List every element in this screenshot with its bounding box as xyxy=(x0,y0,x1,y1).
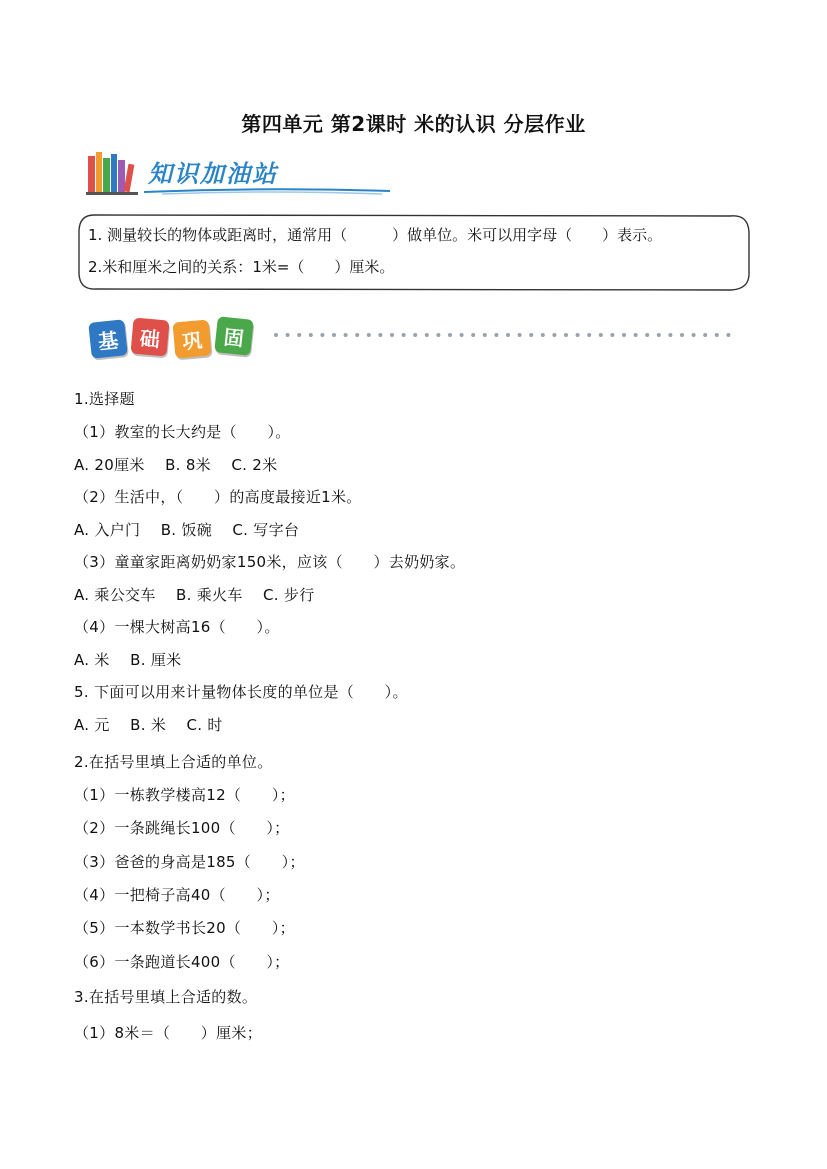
divider-dot xyxy=(657,333,661,337)
divider-dot xyxy=(378,333,382,337)
divider-dot xyxy=(715,333,719,337)
options-line: A. 20厘米 B. 8米 C. 2米 xyxy=(74,456,278,474)
banner-tile: 基 xyxy=(88,319,128,359)
question-line: （6）一条跑道长400（ ）； xyxy=(74,953,290,971)
question-line: 5. 下面可以用来计量物体长度的单位是（ ）。 xyxy=(74,683,408,701)
divider-dot xyxy=(471,333,475,337)
divider-dot xyxy=(274,333,278,337)
divider-dot xyxy=(309,333,313,337)
divider-dot xyxy=(413,333,417,337)
options-line: A. 入户门 B. 饭碗 C. 写字台 xyxy=(74,521,300,539)
divider-dot xyxy=(402,333,406,337)
banner-underline xyxy=(142,186,392,196)
divider-dot xyxy=(726,333,730,337)
section-heading: 2.在括号里填上合适的单位。 xyxy=(74,753,273,771)
divider-dot xyxy=(622,333,626,337)
question-line: （1）8米＝（ ）厘米； xyxy=(74,1024,262,1042)
banner-tile: 础 xyxy=(130,317,169,356)
divider-dot xyxy=(692,333,696,337)
divider-dot xyxy=(599,333,603,337)
knowledge-line-1: 1. 测量较长的物体或距离时，通常用（ ）做单位。米可以用字母（ ）表示。 xyxy=(88,226,663,244)
divider-dot xyxy=(645,333,649,337)
basic-banner xyxy=(86,315,746,363)
question-line: （4）一把椅子高40（ ）； xyxy=(74,886,280,904)
question-line: （2）生活中，（ ）的高度最接近1米。 xyxy=(74,488,362,506)
section-heading: 3.在括号里填上合适的数。 xyxy=(74,988,258,1006)
page-title: 第四单元 第2课时 米的认识 分层作业 xyxy=(241,112,586,136)
divider-dot xyxy=(610,333,614,337)
divider-dot xyxy=(518,333,522,337)
divider-dot xyxy=(541,333,545,337)
divider-dot xyxy=(529,333,533,337)
divider-dot xyxy=(494,333,498,337)
divider-dot xyxy=(668,333,672,337)
section-heading: 1.选择题 xyxy=(74,390,135,408)
question-line: （2）一条跳绳长100（ ）； xyxy=(74,819,290,837)
divider-dot xyxy=(436,333,440,337)
options-line: A. 元 B. 米 C. 时 xyxy=(74,716,223,734)
banner-tile: 巩 xyxy=(172,319,211,358)
divider-dot xyxy=(320,333,324,337)
divider-dot xyxy=(680,333,684,337)
divider-dot xyxy=(367,333,371,337)
options-line: A. 米 B. 厘米 xyxy=(74,651,182,669)
banner-tile: 固 xyxy=(214,316,254,356)
divider-dot xyxy=(506,333,510,337)
divider-dot xyxy=(332,333,336,337)
divider-dot xyxy=(564,333,568,337)
divider-dot xyxy=(552,333,556,337)
question-line: （1）教室的长大约是（ ）。 xyxy=(74,423,291,441)
divider-dot xyxy=(425,333,429,337)
divider-dot xyxy=(297,333,301,337)
question-line: （3）爸爸的身高是185（ ）； xyxy=(74,853,305,871)
knowledge-line-2: 2.米和厘米之间的关系：1米=（ ）厘米。 xyxy=(88,258,395,276)
dotted-divider xyxy=(272,331,742,339)
books-icon xyxy=(86,150,142,196)
divider-dot xyxy=(286,333,290,337)
divider-dot xyxy=(460,333,464,337)
divider-dot xyxy=(448,333,452,337)
divider-dot xyxy=(355,333,359,337)
divider-dot xyxy=(634,333,638,337)
question-line: （1）一栋教学楼高12（ ）； xyxy=(74,786,295,804)
divider-dot xyxy=(587,333,591,337)
divider-dot xyxy=(390,333,394,337)
knowledge-banner xyxy=(86,148,316,200)
options-line: A. 乘公交车 B. 乘火车 C. 步行 xyxy=(74,586,315,604)
question-line: （4）一棵大树高16（ ）。 xyxy=(74,618,280,636)
question-line: （5）一本数学书长20（ ）； xyxy=(74,919,295,937)
divider-dot xyxy=(483,333,487,337)
divider-dot xyxy=(344,333,348,337)
question-line: （3）童童家距离奶奶家150米，应该（ ）去奶奶家。 xyxy=(74,553,466,571)
divider-dot xyxy=(703,333,707,337)
knowledge-box xyxy=(76,212,752,292)
divider-dot xyxy=(576,333,580,337)
knowledge-banner-title: 知识加油站 xyxy=(148,160,278,188)
